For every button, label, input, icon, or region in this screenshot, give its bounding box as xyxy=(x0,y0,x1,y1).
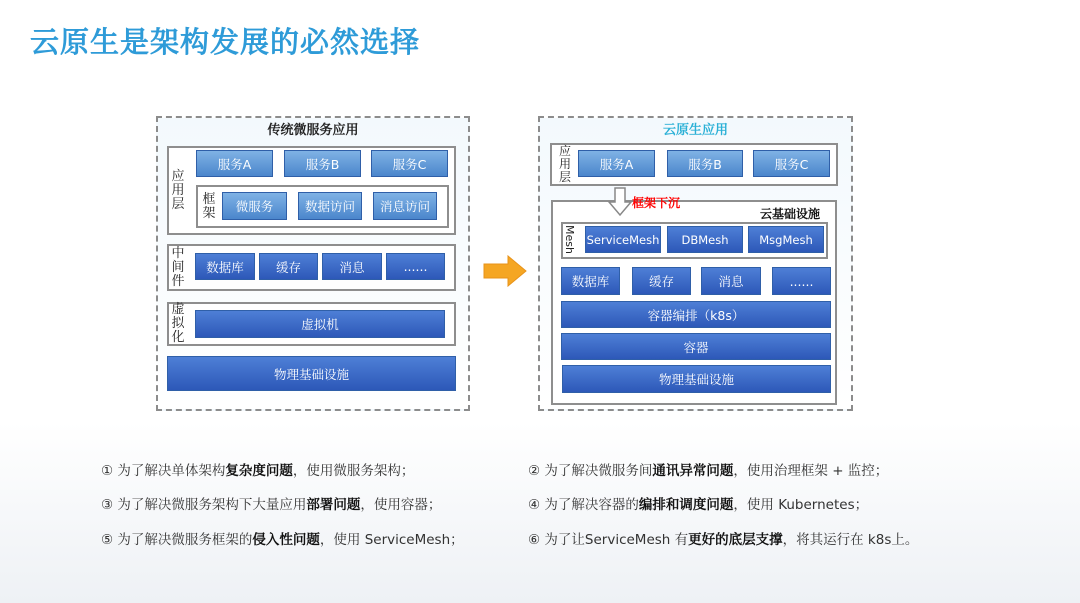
cn-cache-box: 缓存 xyxy=(632,267,691,295)
note-1 xyxy=(101,459,414,479)
traditional-heading: 传统微服务应用 xyxy=(267,123,359,138)
note-4 xyxy=(528,493,868,513)
note-emphasis: 复杂度问题 xyxy=(225,463,293,479)
service-a: 服务A xyxy=(196,150,273,177)
note-emphasis: 编排和调度问题 xyxy=(638,497,734,513)
virtualization-label: 虚拟化 xyxy=(171,302,185,345)
database-box: 数据库 xyxy=(195,253,255,280)
right-arrow-icon xyxy=(482,255,528,287)
app-layer-label: 应用层 xyxy=(171,169,185,212)
note-text: 为了解决微服务框架的 xyxy=(117,532,253,548)
cache-box: 缓存 xyxy=(259,253,318,280)
cn-service-b: 服务B xyxy=(667,150,743,177)
note-number: ⑤ xyxy=(101,532,114,548)
cn-physical-infra-box: 物理基础设施 xyxy=(562,365,831,393)
cloud-native-heading: 云原生应用 xyxy=(662,123,728,138)
cn-database-box: 数据库 xyxy=(561,267,620,295)
service-c: 服务C xyxy=(371,150,448,177)
note-text: ，使用微服务架构； xyxy=(292,463,415,479)
note-number: ⑥ xyxy=(528,532,541,548)
message-box: 消息 xyxy=(322,253,382,280)
note-number: ④ xyxy=(528,497,541,513)
more-box: ...... xyxy=(386,253,445,280)
down-arrow-icon xyxy=(607,187,633,217)
note-text: 为了解决单体架构 xyxy=(117,463,226,479)
container-box: 容器 xyxy=(561,333,831,360)
note-text: ，将其运行在 k8s上。 xyxy=(782,532,919,548)
middleware-label: 中间件 xyxy=(171,246,185,289)
note-text: ，使用 Kubernetes； xyxy=(733,497,869,513)
sink-label: 框架下沉 xyxy=(632,196,681,210)
note-emphasis: 部署问题 xyxy=(306,497,361,513)
note-number: ③ xyxy=(101,497,114,513)
orchestration-box: 容器编排（k8s） xyxy=(561,301,831,328)
note-text: 为了解决容器的 xyxy=(544,497,639,513)
note-text: 为了解决微服务架构下大量应用 xyxy=(117,497,307,513)
cn-app-layer-label: 应用层 xyxy=(558,144,571,184)
msgmesh-box: MsgMesh xyxy=(748,226,824,253)
servicemesh-box: ServiceMesh xyxy=(585,226,661,253)
physical-infra-box: 物理基础设施 xyxy=(167,356,456,391)
message-access-box: 消息访问 xyxy=(373,192,437,220)
note-text: ，使用治理框架 + 监控； xyxy=(733,463,889,479)
data-access-box: 数据访问 xyxy=(298,192,362,220)
frame-label: 框架 xyxy=(202,192,216,221)
dbmesh-box: DBMesh xyxy=(667,226,743,253)
cn-more-box: ...... xyxy=(772,267,831,295)
note-text: 为了让ServiceMesh 有 xyxy=(544,532,689,548)
note-text: 为了解决微服务间 xyxy=(544,463,653,479)
note-emphasis: 通讯异常问题 xyxy=(652,463,734,479)
note-text: ，使用容器； xyxy=(360,497,442,513)
vm-box: 虚拟机 xyxy=(195,310,445,338)
note-emphasis: 侵入性问题 xyxy=(252,532,320,548)
cn-service-c: 服务C xyxy=(753,150,830,177)
mesh-label: Mesh xyxy=(562,225,576,254)
service-b: 服务B xyxy=(284,150,361,177)
microservice-box: 微服务 xyxy=(222,192,287,220)
note-number: ① xyxy=(101,463,114,479)
note-6 xyxy=(528,528,918,548)
cn-message-box: 消息 xyxy=(701,267,761,295)
note-number: ② xyxy=(528,463,541,479)
page-title: 云原生是架构发展的必然选择 xyxy=(30,25,421,59)
note-text: ，使用 ServiceMesh； xyxy=(319,532,464,548)
note-2 xyxy=(528,459,888,479)
note-3 xyxy=(101,493,441,513)
note-emphasis: 更好的底层支撑 xyxy=(688,532,783,548)
note-5 xyxy=(101,528,464,548)
cn-service-a: 服务A xyxy=(578,150,655,177)
cloud-infra-label: 云基础设施 xyxy=(760,207,821,221)
